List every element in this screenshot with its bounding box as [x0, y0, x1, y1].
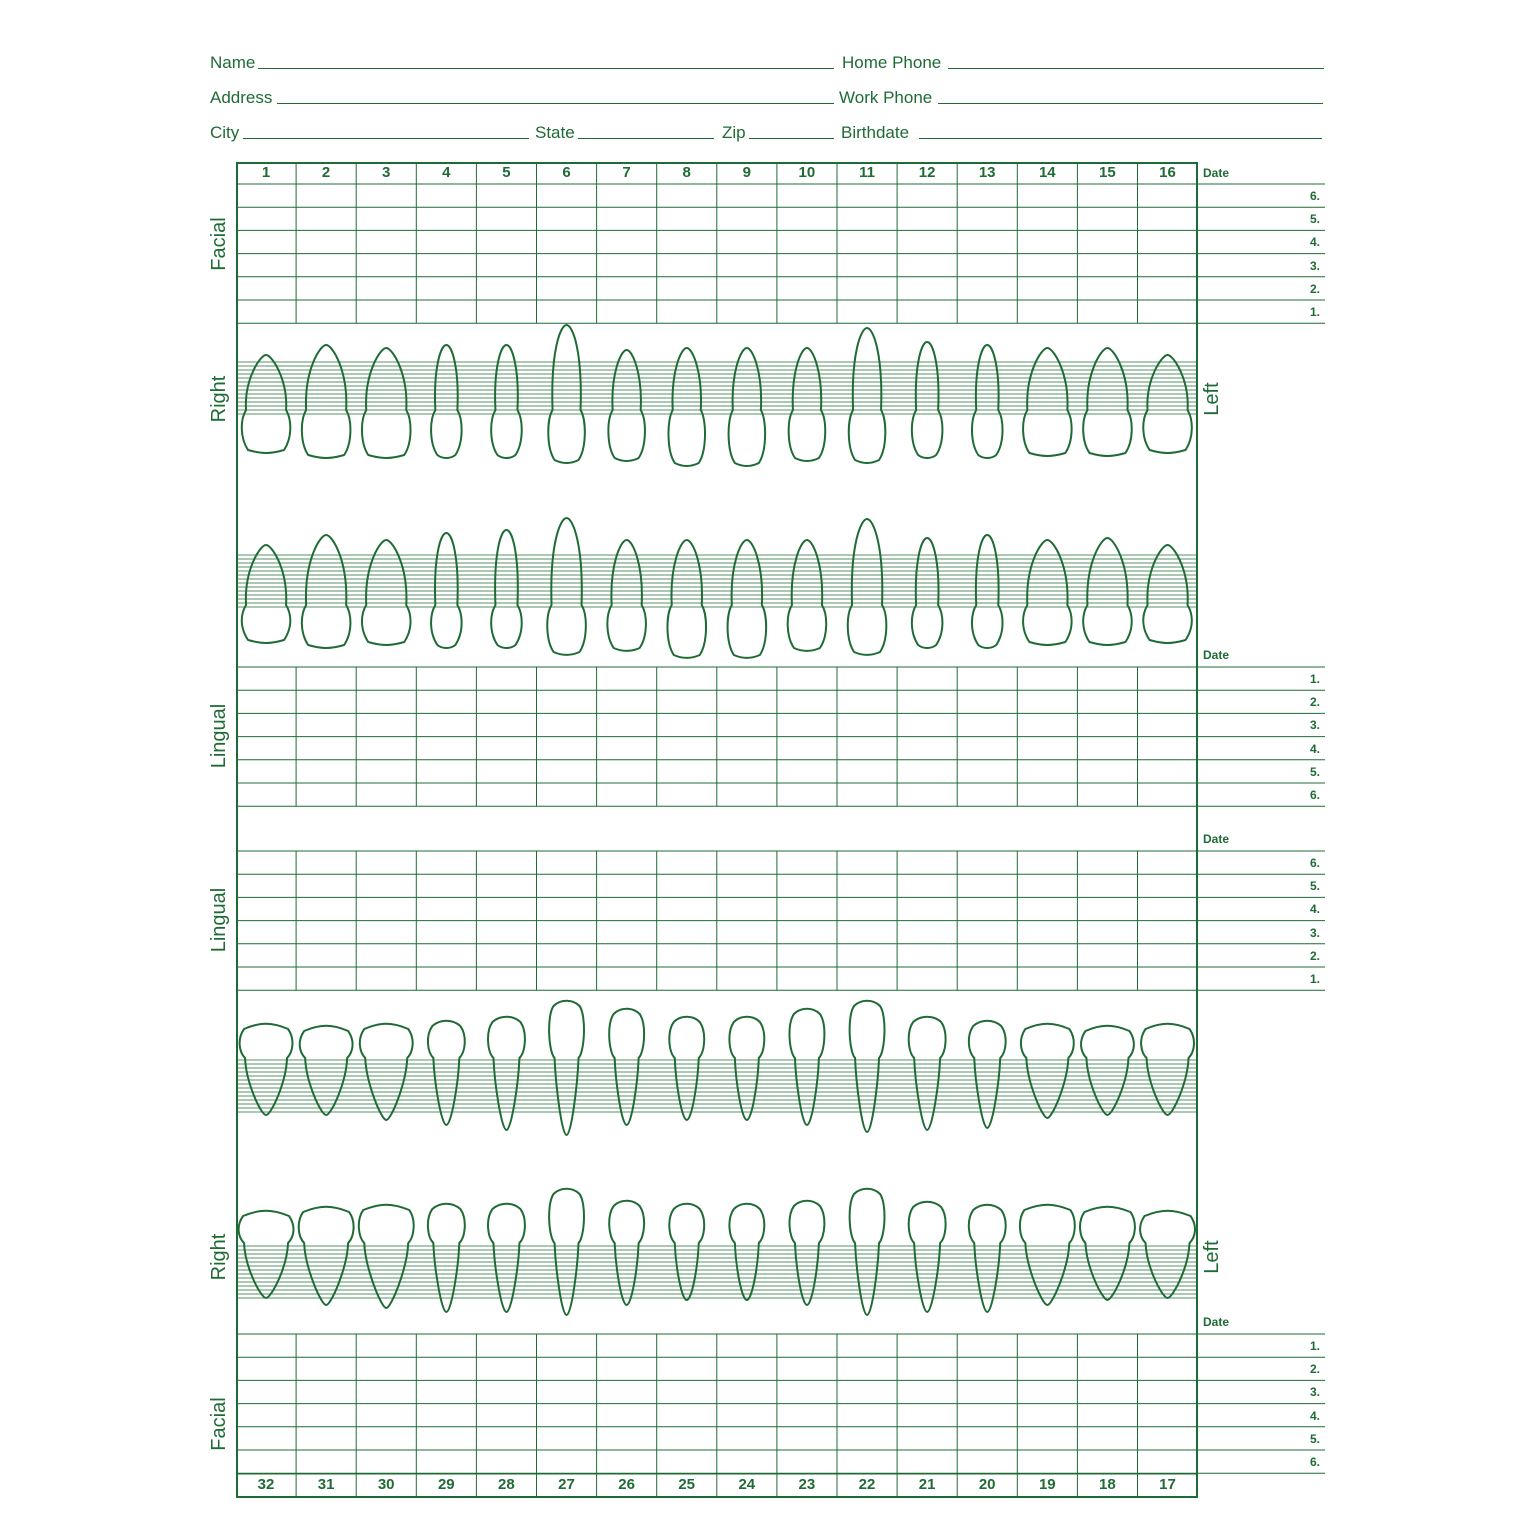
date-row-number: 2.: [1309, 695, 1320, 710]
right-label-upper: Right: [208, 375, 230, 423]
date-row-number: 1.: [1309, 672, 1320, 686]
tooth-number-2: 2: [321, 164, 331, 181]
zip-label: Zip: [722, 123, 746, 142]
facial-label-bottom: Facial: [208, 1397, 230, 1451]
lingual-label-lower: Lingual: [208, 887, 230, 953]
lower-facial-tooth-32: [239, 1211, 294, 1298]
address-label: Address: [210, 88, 273, 107]
work-phone-label: Work Phone: [839, 88, 933, 107]
upper-lingual-tooth-2: [302, 535, 351, 648]
upper-lingual-tooth-12: [912, 538, 943, 648]
date-row-number: 2.: [1309, 948, 1320, 963]
date-row-number: 5.: [1309, 212, 1320, 227]
tooth-number-7: 7: [622, 164, 631, 181]
lower-facial-tooth-17: [1140, 1211, 1195, 1298]
lower-facial-tooth-23: [790, 1201, 825, 1305]
date-row-number: 2.: [1309, 281, 1320, 296]
tooth-number-13: 13: [978, 164, 996, 181]
upper-lingual-tooth-3: [362, 540, 411, 645]
upper-facial-tooth-3: [362, 348, 411, 458]
facial-label-top: Facial: [208, 217, 230, 271]
upper-lingual-tooth-14: [1023, 540, 1072, 645]
lower-lingual-tooth-25: [669, 1017, 704, 1120]
date-label-2: Date: [1203, 648, 1230, 662]
date-row-number: 3.: [1309, 1385, 1320, 1400]
upper-facial-tooth-11: [849, 328, 886, 463]
tooth-number-6: 6: [562, 164, 571, 181]
date-row-number: 6.: [1309, 856, 1320, 870]
date-row-number: 4.: [1309, 1408, 1320, 1423]
tooth-number-32: 32: [257, 1476, 275, 1493]
upper-facial-tooth-10: [789, 348, 826, 461]
lower-facial-tooth-21: [909, 1202, 946, 1312]
tooth-number-21: 21: [918, 1476, 936, 1493]
tooth-number-14: 14: [1038, 164, 1056, 181]
upper-facial-tooth-7: [608, 350, 645, 461]
date-row-number: 5.: [1309, 879, 1320, 894]
tooth-number-24: 24: [738, 1476, 756, 1493]
tooth-number-3: 3: [382, 164, 391, 181]
tooth-number-17: 17: [1159, 1476, 1176, 1493]
date-row-number: 3.: [1309, 718, 1320, 733]
lower-lingual-tooth-23: [790, 1009, 825, 1125]
name-label: Name: [210, 53, 256, 72]
tooth-number-11: 11: [859, 164, 875, 181]
date-row-number: 4.: [1309, 902, 1320, 917]
date-row-number: 6.: [1309, 189, 1320, 203]
lower-lingual-tooth-29: [428, 1021, 465, 1125]
lower-lingual-tooth-28: [488, 1017, 525, 1130]
lower-lingual-tooth-24: [729, 1017, 764, 1120]
lower-lingual-tooth-32: [240, 1024, 293, 1115]
tooth-number-5: 5: [502, 164, 511, 181]
upper-lingual-tooth-5: [491, 530, 522, 648]
lower-facial-tooth-30: [359, 1205, 414, 1308]
tooth-number-1: 1: [261, 164, 271, 181]
tooth-number-29: 29: [437, 1476, 455, 1493]
date-row-number: 4.: [1309, 741, 1320, 756]
tooth-number-23: 23: [798, 1476, 816, 1493]
tooth-number-4: 4: [442, 164, 451, 181]
tooth-number-26: 26: [618, 1476, 635, 1493]
lower-lingual-tooth-17: [1141, 1024, 1194, 1115]
date-label-1: Date: [1203, 166, 1230, 180]
tooth-number-30: 30: [377, 1476, 395, 1493]
tooth-number-22: 22: [858, 1476, 876, 1493]
lower-lingual-tooth-18: [1081, 1026, 1134, 1115]
date-row-number: 3.: [1309, 258, 1320, 273]
upper-lingual-tooth-7: [607, 540, 646, 651]
upper-lingual-tooth-16: [1143, 545, 1192, 643]
left-label-lower: Left: [1201, 1240, 1223, 1274]
upper-facial-tooth-12: [912, 342, 943, 458]
lower-facial-tooth-27: [549, 1189, 584, 1315]
lower-lingual-tooth-21: [909, 1017, 946, 1130]
date-row-number: 5.: [1309, 764, 1320, 779]
tooth-number-8: 8: [682, 164, 691, 181]
date-row-number: 1.: [1309, 972, 1320, 986]
tooth-number-20: 20: [978, 1476, 996, 1493]
upper-lingual-tooth-4: [431, 533, 462, 648]
home-phone-label: Home Phone: [842, 53, 942, 72]
tooth-number-15: 15: [1099, 164, 1116, 181]
upper-lingual-tooth-13: [972, 535, 1003, 648]
date-row-number: 6.: [1309, 1455, 1320, 1469]
upper-lingual-tooth-1: [242, 545, 291, 643]
lower-facial-tooth-26: [609, 1201, 644, 1305]
upper-lingual-tooth-15: [1083, 538, 1132, 645]
tooth-number-9: 9: [742, 164, 751, 181]
tooth-number-10: 10: [798, 164, 816, 181]
date-row-number: 2.: [1309, 1362, 1320, 1377]
right-label-lower: Right: [208, 1233, 230, 1281]
city-label: City: [210, 123, 240, 142]
tooth-number-27: 27: [558, 1476, 575, 1493]
date-label-4: Date: [1203, 1315, 1230, 1329]
date-row-number: 1.: [1309, 305, 1320, 319]
birthdate-label: Birthdate: [841, 123, 910, 142]
lower-facial-tooth-20: [969, 1205, 1006, 1312]
lower-lingual-tooth-31: [300, 1026, 353, 1115]
date-row-number: 1.: [1309, 1339, 1320, 1353]
tooth-number-16: 16: [1159, 164, 1176, 181]
date-row-number: 5.: [1309, 1431, 1320, 1446]
tooth-number-12: 12: [918, 164, 936, 181]
upper-lingual-tooth-10: [788, 540, 827, 651]
date-row-number: 4.: [1309, 235, 1320, 250]
tooth-number-31: 31: [317, 1476, 335, 1493]
lower-lingual-tooth-26: [609, 1009, 644, 1125]
tooth-number-19: 19: [1038, 1476, 1056, 1493]
tooth-number-18: 18: [1099, 1476, 1116, 1493]
date-row-number: 3.: [1309, 925, 1320, 940]
tooth-number-28: 28: [498, 1476, 515, 1493]
tooth-number-25: 25: [678, 1476, 696, 1493]
lingual-label-upper: Lingual: [208, 703, 230, 769]
lower-facial-tooth-22: [850, 1189, 885, 1315]
left-label-upper: Left: [1201, 382, 1223, 416]
upper-lingual-tooth-6: [547, 518, 586, 655]
lower-facial-tooth-24: [729, 1204, 764, 1300]
state-label: State: [535, 123, 575, 142]
date-row-number: 6.: [1309, 788, 1320, 802]
date-label-3: Date: [1203, 832, 1230, 846]
lower-facial-tooth-25: [669, 1204, 704, 1300]
